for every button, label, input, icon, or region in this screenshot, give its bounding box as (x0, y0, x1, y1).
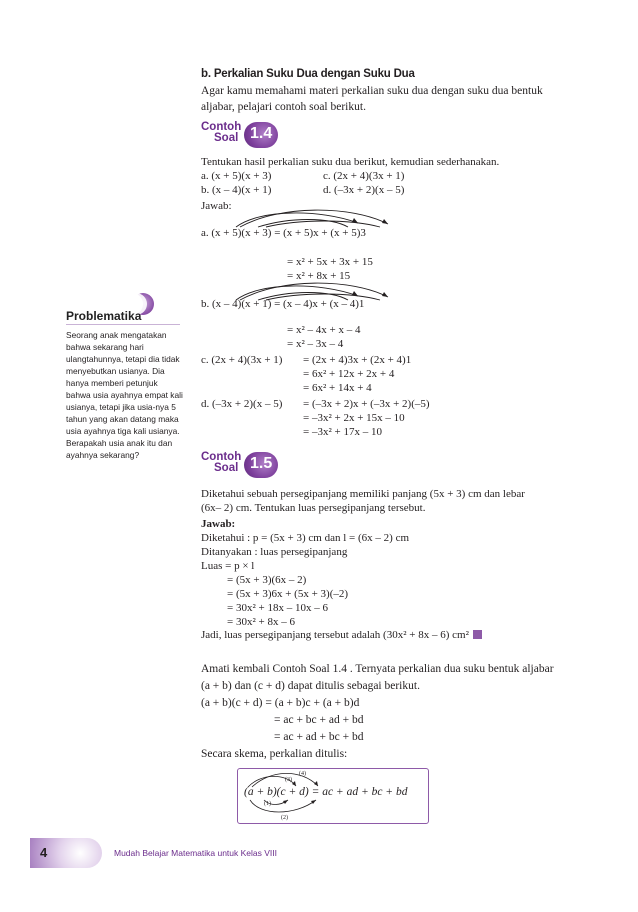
section-heading: b. Perkalian Suku Dua dengan Suku Dua (201, 68, 415, 80)
recap-line-2: (a + b) dan (c + d) dapat ditulis sebagai berikut. (201, 680, 420, 692)
solution-c-line-3: = 6x² + 14x + 4 (303, 382, 372, 394)
contoh15-text-line-1: Diketahui sebuah persegipanjang memiliki panjang (5x + 3) cm dan lebar (201, 488, 525, 500)
recap-line-4: = ac + bc + ad + bd (274, 714, 364, 726)
contoh-label: Contoh (201, 451, 242, 463)
contoh15-luas: Luas = p × l (201, 560, 255, 572)
intro-line-1: Agar kamu memahami materi perkalian suku dua dengan suku dua bentuk (201, 85, 543, 97)
solution-d-line-3: = –3x² + 17x – 10 (303, 426, 382, 438)
contoh15-jawab: Jawab: (201, 518, 236, 530)
contoh15-diketahui: Diketahui : p = (5x + 3) cm dan l = (6x – 2) cm (201, 532, 410, 544)
contoh-soal-1-5-label (201, 452, 241, 474)
contoh-soal-1-4-label (201, 122, 241, 144)
item-b: b. (x – 4)(x + 1) (201, 184, 272, 196)
schema-formula: (a + b)(c + d) = ac + ad + bc + bd (244, 786, 408, 798)
recap-line-5: = ac + ad + bc + bd (274, 731, 364, 743)
solution-d-line-2: = –3x² + 2x + 15x – 10 (303, 412, 405, 424)
solution-b-line-2: = x² – 4x + x – 4 (287, 324, 361, 336)
contoh15-conclusion: Jadi, luas persegipanjang tersebut adalah (30x² + 8x – 6) cm² (201, 629, 469, 641)
contoh-number: 1.5 (250, 455, 273, 472)
contoh15-text-line-2: (6x– 2) cm. Tentukan luas persegipanjang tersebut. (201, 502, 426, 514)
contoh15-step-2: = (5x + 3)6x + (5x + 3)(–2) (227, 588, 349, 600)
solution-c-line-1: = (2x + 4)3x + (2x + 4)1 (303, 354, 412, 366)
solution-b-line-1: b. (x – 4)(x + 1) = (x – 4)x + (x – 4)1 (201, 298, 365, 310)
contoh15-conclusion-row (201, 629, 482, 641)
jawab-label: Jawab: (201, 200, 232, 212)
solution-c-line-2: = 6x² + 12x + 2x + 4 (303, 368, 395, 380)
problematika-text: Seorang anak mengatakan bahwa sekarang hari ulangtahunnya, tetapi dia tidak menyebutkan usianya. Dia hanya memberi petunjuk bahwa usia ayahnya empat kali usianya, tetapi jika usia-nya 5 tahun yang akan datang maka usia ayahnya tiga kali usianya. Berapakah usia anak itu dan ayahnya sekarang? (66, 330, 183, 460)
schema-step-3: (3) (285, 777, 292, 783)
problematika-title: Problematika (66, 309, 142, 323)
page-number: 4 (40, 845, 48, 860)
recap-line-3: (a + b)(c + d) = (a + b)c + (a + b)d (201, 697, 360, 709)
schema-step-2: (2) (281, 815, 288, 821)
contoh-label: Contoh (201, 121, 242, 133)
solution-d-line-1: = (–3x + 2)x + (–3x + 2)(–5) (303, 398, 430, 410)
schema-step-1: (1) (264, 801, 271, 807)
contoh15-step-1: = (5x + 3)(6x – 2) (227, 574, 307, 586)
contoh-number: 1.4 (250, 125, 273, 142)
item-d: d. (–3x + 2)(x – 5) (323, 184, 405, 196)
contoh-prompt: Tentukan hasil perkalian suku dua berikut, kemudian sederhanakan. (201, 156, 500, 168)
soal-label: Soal (214, 132, 239, 144)
contoh15-ditanyakan: Ditanyakan : luas persegipanjang (201, 546, 348, 558)
footer-book-title: Mudah Belajar Matematika untuk Kelas VIII (114, 848, 277, 858)
contoh15-step-3: = 30x² + 18x – 10x – 6 (227, 602, 328, 614)
item-a: a. (x + 5)(x + 3) (201, 170, 272, 182)
solution-c-label: c. (2x + 4)(3x + 1) (201, 354, 283, 366)
solution-a-line-3: = x² + 8x + 15 (287, 270, 351, 282)
solution-a-line-2: = x² + 5x + 3x + 15 (287, 256, 373, 268)
item-c: c. (2x + 4)(3x + 1) (323, 170, 405, 182)
solution-d-label: d. (–3x + 2)(x – 5) (201, 398, 283, 410)
intro-line-2: aljabar, pelajari contoh soal berikut. (201, 101, 366, 113)
recap-line-1: Amati kembali Contoh Soal 1.4 . Ternyata perkalian dua suku bentuk aljabar (201, 663, 554, 675)
recap-line-6: Secara skema, perkalian ditulis: (201, 748, 348, 760)
end-marker-icon (473, 630, 482, 639)
solution-a-line-1: a. (x + 5)(x + 3) = (x + 5)x + (x + 5)3 (201, 227, 366, 239)
schema-step-4: (4) (299, 771, 306, 777)
soal-label: Soal (214, 462, 239, 474)
solution-b-line-3: = x² – 3x – 4 (287, 338, 344, 350)
contoh15-step-4: = 30x² + 8x – 6 (227, 616, 295, 628)
